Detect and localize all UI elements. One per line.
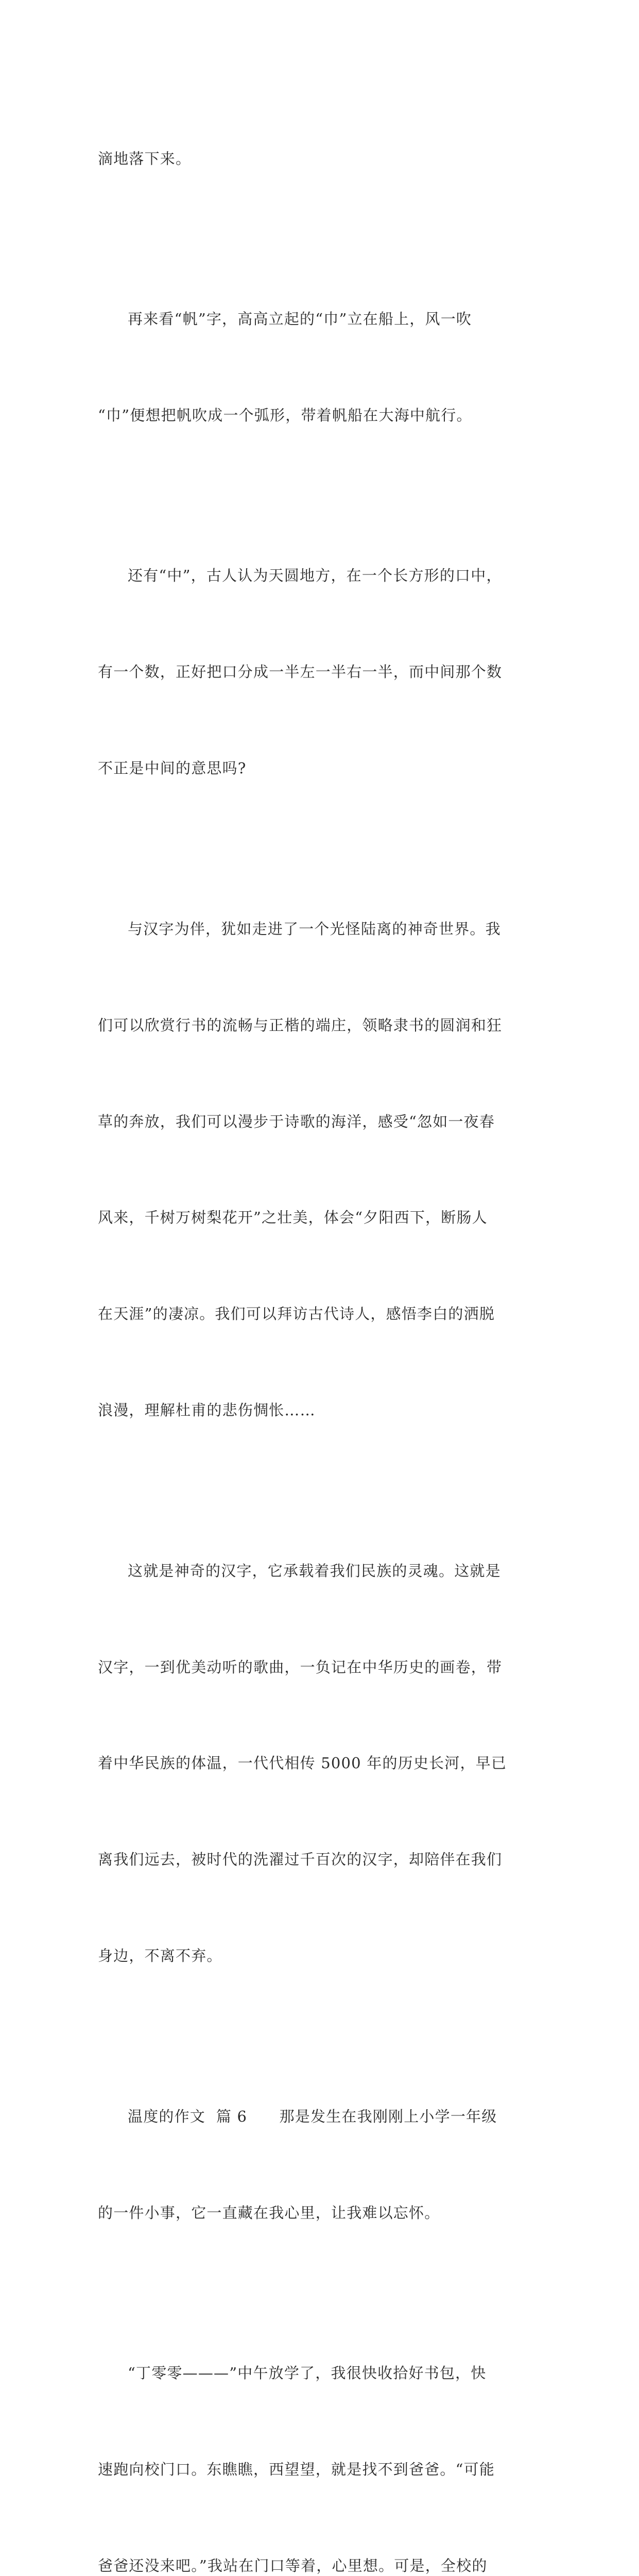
text-line: 身边，不离不弃。	[98, 1947, 222, 1965]
text-line: 温度的作文 篇 6 那是发生在我刚刚上小学一年级	[128, 2107, 497, 2125]
text-line: 的一件小事，它一直藏在我心里，让我难以忘怀。	[98, 2204, 440, 2222]
text-line: 离我们远去，被时代的洗濯过千百次的汉字，却陪伴在我们	[98, 1851, 503, 1869]
paragraph-2	[98, 239, 551, 495]
paragraph-5	[98, 1490, 551, 2036]
paragraph-4	[98, 849, 551, 1490]
paragraph-6	[98, 2036, 551, 2293]
text-line: 汉字，一到优美动听的歌曲，一负记在中华历史的画卷，带	[98, 1658, 503, 1676]
text-line: “巾”便想把帆吹成一个弧形，带着帆船在大海中航行。	[98, 406, 472, 424]
text-line: 还有“中”，古人认为天圆地方，在一个长方形的口中，	[128, 567, 502, 585]
document-body	[98, 78, 551, 2576]
text-line: 这就是神奇的汉字，它承载着我们民族的灵魂。这就是	[128, 1562, 501, 1580]
text-line: 风来，千树万树梨花开”之壮美，体会“夕阳西下，断肠人	[98, 1209, 488, 1227]
text-line: 草的奔放，我们可以漫步于诗歌的海洋，感受“忽如一夜春	[98, 1112, 495, 1130]
paragraph-3	[98, 496, 551, 849]
text-line: 与汉字为伴，犹如走进了一个光怪陆离的神奇世界。我	[128, 920, 501, 938]
text-line: 着中华民族的体温，一代代相传 5000 年的历史长河，早已	[98, 1754, 507, 1772]
paragraph-7	[98, 2293, 551, 2576]
text-line: 在天涯”的凄凉。我们可以拜访古代诗人，感悟李白的洒脱	[98, 1305, 495, 1323]
paragraph-1	[98, 78, 551, 239]
text-line: 爸爸还没来吧。”我站在门口等着，心里想。可是，全校的	[98, 2556, 488, 2574]
text-line: 浪漫，理解杜甫的悲伤惆怅……	[98, 1401, 316, 1419]
text-line: 速跑向校门口。东瞧瞧，西望望，就是找不到爸爸。“可能	[98, 2460, 495, 2478]
text-line: 再来看“帆”字，高高立起的“巾”立在船上，风一吹	[128, 310, 472, 328]
text-line: 不正是中间的意思吗?	[98, 759, 247, 777]
text-line: 滴地落下来。	[98, 149, 192, 167]
text-line: “丁零零———”中午放学了，我很快收拾好书包，快	[128, 2364, 487, 2382]
text-line: 们可以欣赏行书的流畅与正楷的端庄，领略隶书的圆润和狂	[98, 1016, 503, 1034]
text-line: 有一个数，正好把口分成一半左一半右一半，而中间那个数	[98, 663, 503, 681]
